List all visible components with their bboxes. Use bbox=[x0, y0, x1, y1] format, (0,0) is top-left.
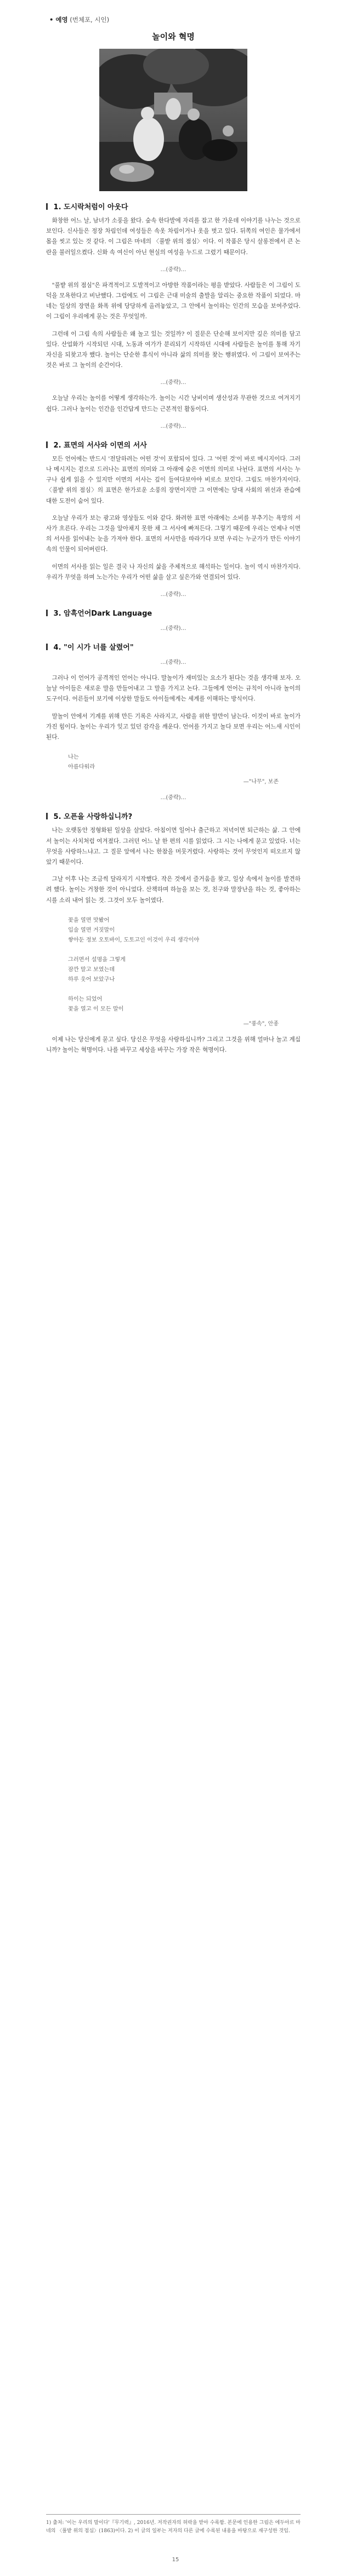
section-heading-1 bbox=[46, 201, 301, 211]
heading-marker bbox=[46, 441, 48, 448]
section-heading-4 bbox=[46, 641, 301, 652]
separator: …(중략)… bbox=[160, 423, 186, 429]
page-number: 15 bbox=[172, 2557, 179, 2563]
separator: …(중략)… bbox=[160, 795, 186, 801]
poem-quote: 나는 아름다워라 bbox=[68, 754, 95, 771]
byline-role: (번체포, 시인) bbox=[70, 16, 110, 24]
paragraph: 이제 나는 당신에게 묻고 싶다. 당신은 무엇을 사랑하십니까? 그리고 그것을 위해 얼마나 놀고 계십니까? 놀이는 혁명이다. 나를 바꾸고 세상을 바꾸는 가장 작은 혁명이다. bbox=[46, 1036, 301, 1053]
paragraph: 그러나 이 언어가 공격적인 언어는 아니다. 말놀이가 재미있는 요소가 된다는 것을 생각해 보자. 오늘날 아이들은 새로운 말을 만들어내고 그 말을 가지고 논다. 그들에게 언어는 규칙이 아니라 놀이의 도구이다. 어른들이 보기에 이상한 말들도 아이들에게는 세계를 이해하는 방식이다. bbox=[46, 675, 301, 703]
paragraph: 오늘날 우리가 보는 광고와 영상들도 이와 같다. 화려한 표면 아래에는 소비를 부추기는 욕망의 서사가 흐른다. 우리는 그것을 알아채지 못한 채 그 서사에 빠져든다. 그렇기 때문에 우리는 언제나 이면의 서사를 읽어내는 눈을 가져야 한다. 표면의 서사만을 따라가다 보면 우리는 누군가가 만든 이야기 속의 인물이 되어버린다. bbox=[46, 514, 301, 553]
heading-marker bbox=[46, 813, 48, 819]
painting-illustration bbox=[99, 49, 247, 191]
article-title: 놀이와 혁명 bbox=[152, 32, 195, 42]
paragraph: 이면의 서사를 읽는 일은 결국 나 자신의 삶을 주체적으로 해석하는 일이다. 놀이 역시 마찬가지다. 우리가 무엇을 하며 노는가는 우리가 어떤 삶을 살고 싶은가와 연결되어 있다. bbox=[46, 563, 301, 581]
separator: …(중략)… bbox=[160, 266, 186, 273]
heading-marker bbox=[46, 644, 48, 650]
section-heading-2 bbox=[46, 439, 301, 450]
section-heading-text: 5. 오픈을 사랑하십니까? bbox=[53, 813, 133, 822]
section-heading-3 bbox=[46, 607, 301, 618]
footnotes: 1) 출처: '이는 우리의 말이다'『무기력』, 2016년. 저작권자의 허락을 받아 수록함. 본문에 인용한 그림은 에두아르 마네의 〈풀밭 위의 점심〉(1863)이다. 2) 이 글의 일부는 저자의 다른 글에 수록된 내용을 바탕으로 재구성한 것임. bbox=[46, 2514, 301, 2535]
paragraph: "풀밭 위의 점심"은 파격적이고 도발적이고 아방한 작품이라는 평을 받았다. 사람들은 이 그림이 도덕을 모욕한다고 비난했다. 그럼에도 이 그림은 근대 미술의 출발을 알리는 중요한 작품이 되었다. 마네는 일상의 장면을 화폭 위에 당당하게 올려놓았고, 그 안에서 놀이하는 인간의 모습을 보여주었다. 이 그림이 우리에게 묻는 것은 무엇일까. bbox=[46, 282, 301, 320]
separator: …(중략)… bbox=[160, 592, 186, 598]
section-heading-5 bbox=[46, 811, 301, 821]
section-heading-text: 1. 도시락처럼이 아웃다 bbox=[53, 203, 128, 211]
paragraph: 모든 언어에는 반드시 '전달하려는 어떤 것'이 포함되어 있다. 그 '어떤 것'이 바로 메시지이다. 그러나 메시지는 겉으로 드러나는 표면의 의미와 그 아래에 숨은 이면의 의미로 나뉜다. 표면의 서사는 누구나 쉽게 읽을 수 있지만 이면의 서사는 깊이 들여다보아야 비로소 보인다. 그림도 마찬가지이다. 〈풀밭 위의 점심〉의 표면은 한가로운 소풍의 장면이지만 그 이면에는 당대 사회의 위선과 관습에 대한 도전이 숨어 있다. bbox=[46, 455, 301, 504]
byline bbox=[49, 15, 301, 24]
separator: …(중략)… bbox=[160, 380, 186, 386]
quote-source: —"풍속", 안종 bbox=[243, 1020, 279, 1027]
paragraph: 말놀이 안에서 기계를 위해 만든 기록은 사라지고, 사람을 위한 말만이 남는다. 이것이 바로 놀이가 가진 힘이다. 놀이는 우리가 잊고 있던 감각을 깨운다. 언어를 가지고 놀다 보면 우리는 어느새 시인이 된다. bbox=[46, 713, 301, 741]
heading-marker bbox=[46, 203, 48, 210]
section-heading-text: 3. 암흑언어Dark Language bbox=[53, 610, 152, 618]
separator: …(중략)… bbox=[160, 626, 186, 632]
paragraph: 오늘날 우리는 놀이를 어떻게 생각하는가. 놀이는 시간 낭비이며 생산성과 무관한 것으로 여겨지기 쉽다. 그러나 놀이는 인간을 인간답게 만드는 근본적인 활동이다. bbox=[46, 395, 301, 412]
heading-marker bbox=[46, 610, 48, 616]
separator: …(중략)… bbox=[160, 659, 186, 666]
paragraph: 화창한 어느 날, 남녀가 소풍을 왔다. 숲속 한다발에 자리를 잡고 한 가운데 이야기를 나누는 것으로 보인다. 신사들은 정장 차림인데 여성들은 속옷 차림이거나 옷을 벗고 있다. 뒤쪽의 여인은 물가에서 몸을 씻고 있는 것 같다. 이 그림은 마네의 〈풀밭 위의 점심〉이다. 이 작품은 당시 살롱전에서 큰 논란을 불러일으켰다. 신화 속 여신이 아닌 현실의 여성을 누드로 그렸기 때문이다. bbox=[46, 217, 301, 256]
byline-name: • 예영 bbox=[49, 16, 68, 24]
paragraph: 그날 이후 나는 조금씩 달라지기 시작했다. 작은 것에서 즐거움을 찾고, 일상 속에서 놀이를 발견하려 했다. 놀이는 거창한 것이 아니었다. 산책하며 하늘을 보는 것, 친구와 말장난을 하는 것, 좋아하는 시를 소리 내어 읽는 것. 그것이 모두 놀이였다. bbox=[46, 876, 301, 904]
paragraph: 나는 오랫동안 정형화된 일상을 살았다. 아침이면 일어나 출근하고 저녁이면 퇴근하는 삶. 그 안에서 놀이는 사치처럼 여겨졌다. 그러던 어느 날 한 편의 시를 읽었다. 그 시는 나에게 묻고 있었다. 너는 무엇을 사랑하느냐고. 그 질문 앞에서 나는 한참을 머뭇거렸다. 사랑하는 것이 무엇인지 떠오르지 않았기 때문이다. bbox=[46, 827, 301, 865]
section-heading-text: 2. 표면의 서사와 이면의 서사 bbox=[53, 441, 147, 450]
poem-quote: 꽃을 열면 맛봤어 입술 열면 거짓말이 쌓아둔 정보 오토바이, 도토고인 이것이 우리 생각이야 그러면서 설명을 그렇게 잠깐 말고 보였는데 하루 웃어 보았구나 하이는 되었어 꽃을 열고 이 모든 말이 bbox=[68, 917, 200, 1012]
section-heading-text: 4. "이 시가 너를 살렸어" bbox=[53, 644, 134, 652]
paragraph: 그런데 이 그림 속의 사람들은 왜 놀고 있는 것일까? 이 질문은 단순해 보이지만 깊은 의미를 담고 있다. 산업화가 시작되던 시대, 노동과 여가가 분리되기 시작하던 시대에 사람들은 놀이를 통해 자기 자신을 되찾고자 했다. 놀이는 단순한 휴식이 아니라 삶의 의미를 찾는 행위였다. 이 그림이 보여주는 것은 바로 그 놀이의 순간이다. bbox=[46, 330, 301, 369]
quote-source: —"나무", 보존 bbox=[243, 779, 279, 785]
